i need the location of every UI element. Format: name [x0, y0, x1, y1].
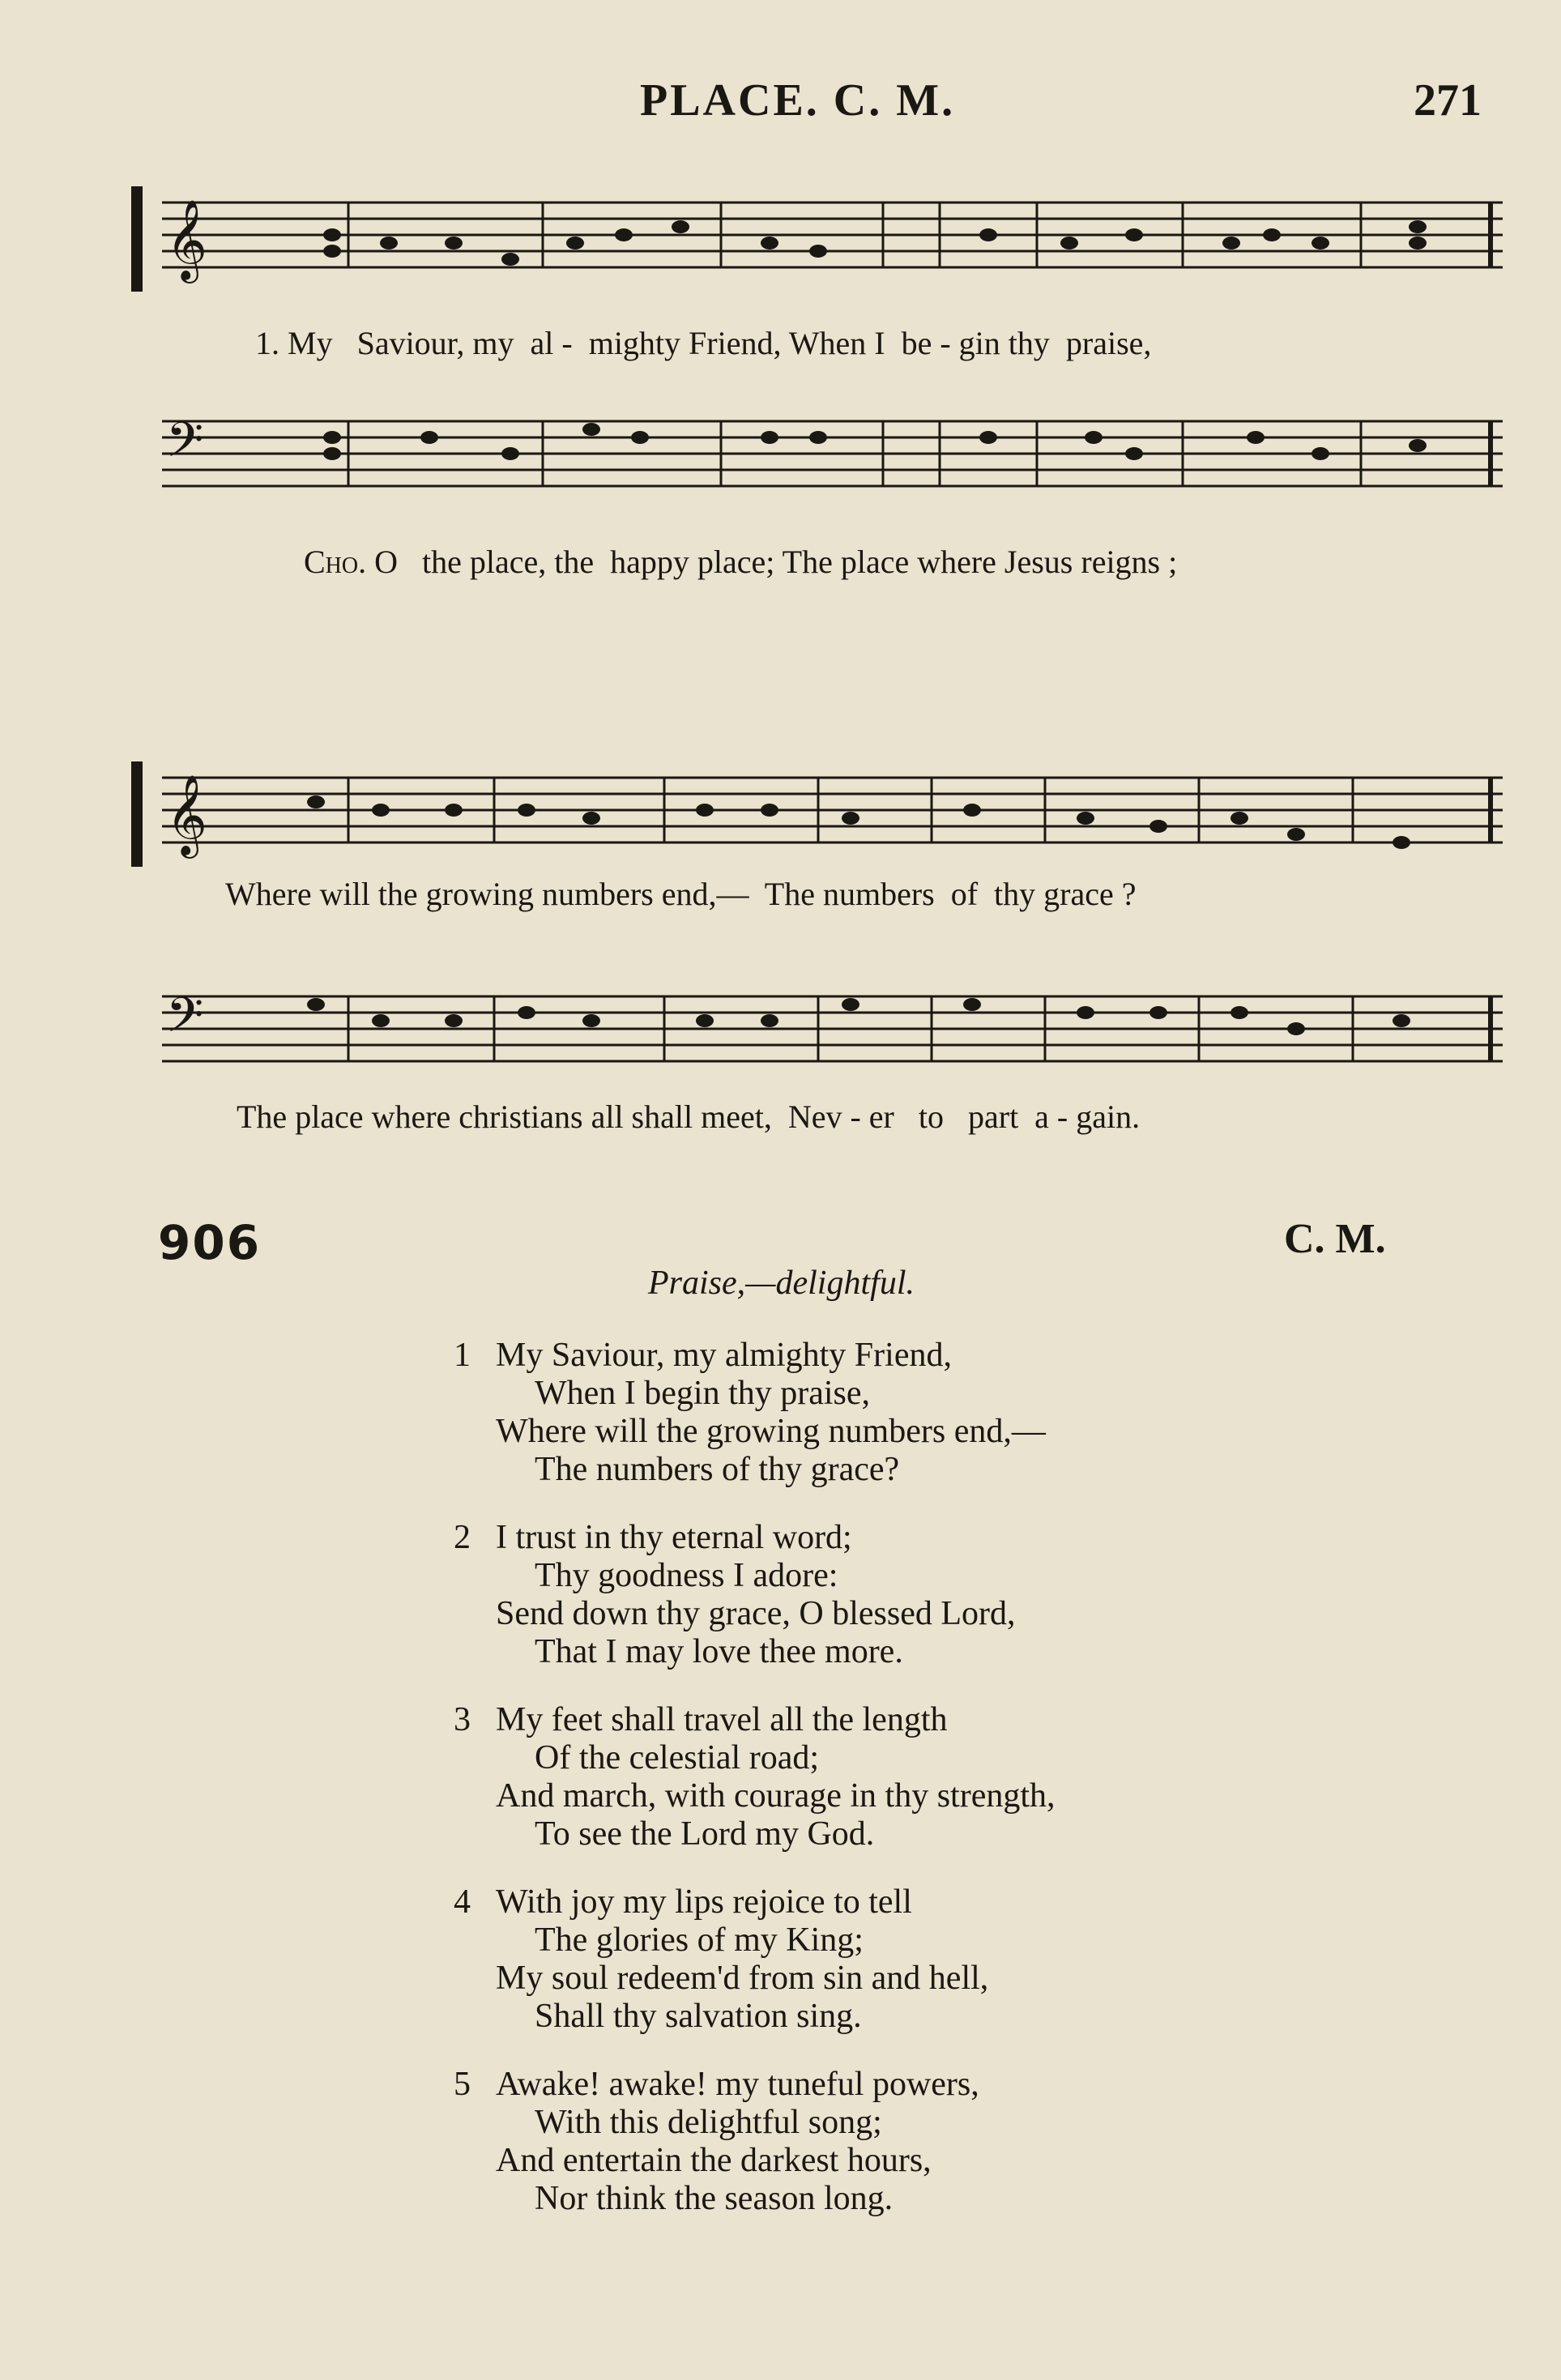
hymn-meter: C. M.	[1284, 1216, 1386, 1262]
stanza-line: My Saviour, my almighty Friend,	[496, 1337, 952, 1374]
stanza-line: Of the celestial road;	[535, 1739, 820, 1776]
stanza-line: My feet shall travel all the length	[496, 1701, 948, 1738]
stanza-5	[454, 2066, 979, 2218]
stanza-number: 1	[454, 1337, 471, 1374]
system2-verse-lyrics: Where will the growing numbers end,— The numbers of thy grace ?	[225, 876, 1137, 912]
stanza-line: Where will the growing numbers end,—	[496, 1413, 1046, 1450]
tune-title: PLACE. C. M.	[640, 75, 956, 126]
chorus-line: O the place, the happy place; The place where Jesus reigns ;	[366, 544, 1178, 580]
stanza-line: Awake! awake! my tuneful powers,	[496, 2066, 979, 2103]
stanza-4	[454, 1883, 988, 2036]
stanza-number: 3	[454, 1701, 471, 1738]
svg-text:𝄞: 𝄞	[166, 201, 207, 279]
stanza-line: Nor think the season long.	[535, 2180, 894, 2217]
system1-verse-lyrics: 1. My Saviour, my al - mighty Friend, When I be - gin thy praise,	[255, 325, 1152, 361]
system2-chorus-lyrics: The place where christians all shall meet, Nev - er to part a - gain.	[237, 1098, 1141, 1135]
system1-bass-staff	[122, 405, 1515, 510]
hymn-subtitle: Praise,—delightful.	[648, 1265, 915, 1302]
system1-chorus-lyrics	[304, 543, 1177, 581]
page-number: 271	[1414, 75, 1482, 126]
stanza-1	[454, 1337, 1046, 1489]
system2-bass-staff	[122, 980, 1515, 1086]
stanza-line: Thy goodness I adore:	[535, 1557, 838, 1594]
stanza-line: When I begin thy praise,	[535, 1375, 871, 1412]
stanza-line: The numbers of thy grace?	[535, 1451, 900, 1488]
stanza-line: I trust in thy eternal word;	[496, 1519, 852, 1556]
stanza-line: Shall thy salvation sing.	[535, 1998, 862, 2035]
stanza-line: Send down thy grace, O blessed Lord,	[496, 1595, 1016, 1632]
stanza-line: With this delightful song;	[535, 2104, 882, 2141]
svg-text:𝄢: 𝄢	[166, 414, 204, 479]
system1-treble-staff	[122, 186, 1515, 292]
stanza-line: The glories of my King;	[535, 1921, 864, 1959]
stanza-line: With joy my lips rejoice to tell	[496, 1883, 912, 1921]
stanza-line: To see the Lord my God.	[535, 1815, 875, 1853]
stanza-number: 4	[454, 1883, 471, 1921]
stanza-line: That I may love thee more.	[535, 1633, 903, 1670]
chorus-label: Cho.	[304, 544, 367, 580]
stanza-line: And entertain the darkest hours,	[496, 2142, 932, 2179]
stanza-number: 5	[454, 2066, 471, 2103]
svg-text:𝄢: 𝄢	[166, 989, 204, 1054]
stanza-line: And march, with courage in thy strength,	[496, 1777, 1056, 1815]
system2-treble-staff	[122, 761, 1515, 867]
stanza-line: My soul redeem'd from sin and hell,	[496, 1960, 989, 1997]
hymn-number: 906	[158, 1215, 262, 1270]
stanza-2	[454, 1519, 1016, 1671]
stanza-3	[454, 1701, 1056, 1853]
stanza-number: 2	[454, 1519, 471, 1556]
svg-text:𝄞: 𝄞	[166, 776, 207, 854]
